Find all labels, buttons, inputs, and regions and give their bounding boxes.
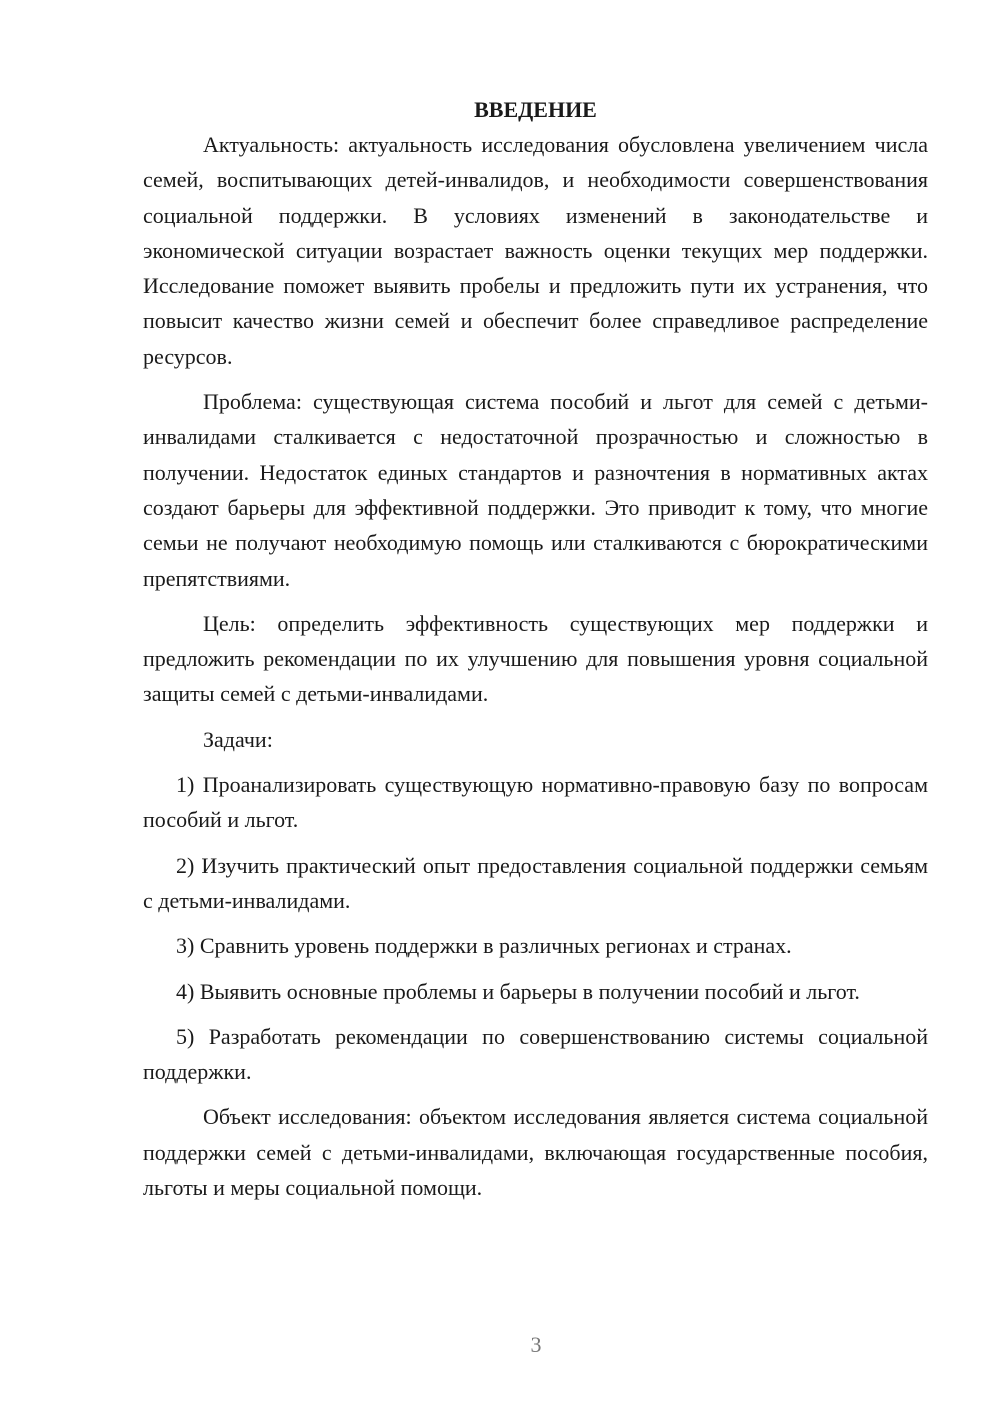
task-item: 2) Изучить практический опыт предоставления социальной поддержки семьям с детьми-инвалидами. [143, 852, 928, 913]
document-page [143, 92, 928, 1205]
page-number: 3 [530, 1332, 542, 1357]
object-paragraph: Объект исследования: объектом исследования является система социальной поддержки семей с детьми-инвалидами, включающая государственные пособия, льготы и меры социальной помощи. [143, 1104, 928, 1201]
goal-paragraph: Цель: определить эффективность существующих мер поддержки и предложить рекомендации по их улучшению для повышения уровня социальной защиты семей с детьми-инвалидами. [143, 610, 928, 707]
tasks-heading: Задачи: [203, 726, 273, 752]
task-item: 1) Проанализировать существующую нормативно-правовую базу по вопросам пособий и льгот. [143, 772, 928, 833]
task-item: 4) Выявить основные проблемы и барьеры в получении пособий и льгот. [176, 978, 860, 1004]
section-title: ВВЕДЕНИЕ [474, 97, 597, 122]
task-item: 3) Сравнить уровень поддержки в различных регионах и странах. [176, 933, 792, 959]
task-item: 5) Разработать рекомендации по совершенствованию системы социальной поддержки. [143, 1023, 928, 1085]
relevance-paragraph: Актуальность: актуальность исследования обусловлена увеличением числа семей, воспитывающих детей-инвалидов, и необходимости совершенствования социальной поддержки. В условиях изменений в законодательстве и экономической ситуации возрастает важность оценки текущих мер поддержки. Исследование поможет выявить пробелы и предложить пути их устранения, что повысит качество жизни семей и обеспечит более справедливое распределение ресурсов. [143, 132, 928, 369]
problem-paragraph: Проблема: существующая система пособий и льгот для семей с детьми-инвалидами сталкивается с недостаточной прозрачностью и сложностью в получении. Недостаток единых стандартов и разночтения в нормативных актах создают барьеры для эффективной поддержки. Это приводит к тому, что многие семьи не получают необходимую помощь или сталкиваются с бюрократическими препятствиями. [143, 389, 928, 591]
